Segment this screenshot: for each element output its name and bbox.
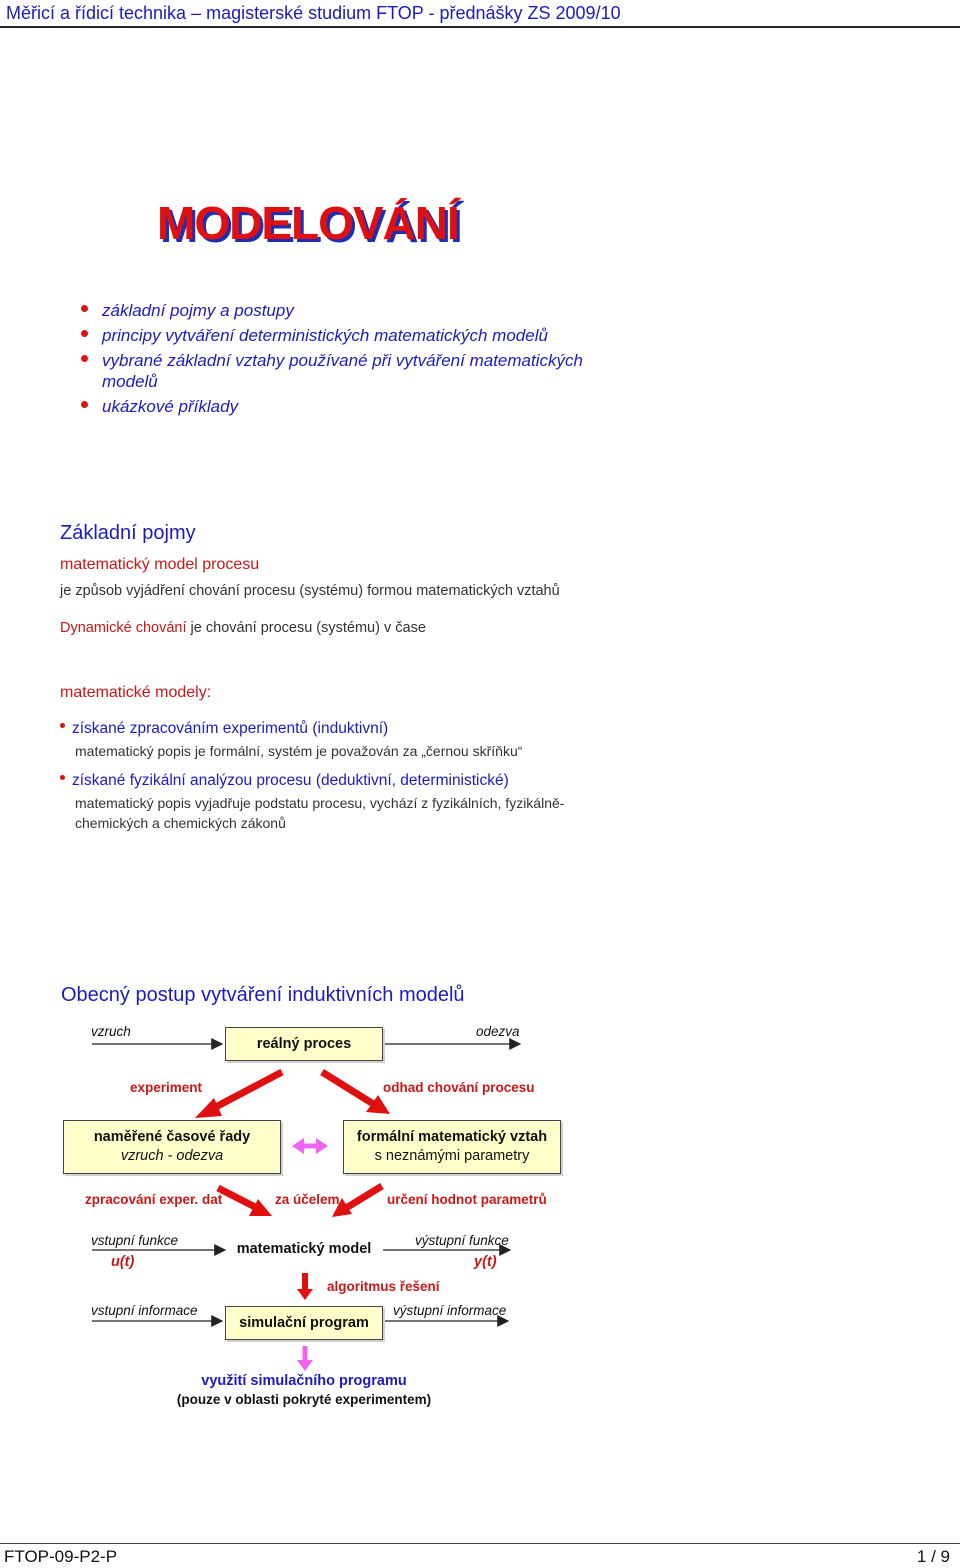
dynamic-label: Dynamické chování <box>60 620 187 636</box>
real-process-box: reálný proces <box>225 1027 383 1061</box>
arrow-algorithm <box>297 1273 313 1300</box>
bullet-icon <box>81 355 88 362</box>
simulation-program-box: simulační program <box>225 1306 383 1340</box>
model-type-inductive-desc: matematický popis je formální, systém je považován za „černou skříňku“ <box>75 743 523 759</box>
processing-label: zpracování exper. dat <box>85 1192 223 1207</box>
bullet-icon <box>81 305 88 312</box>
topic-list <box>78 300 598 421</box>
output-function-label: výstupní funkce <box>415 1233 509 1248</box>
flow-arrows <box>0 1010 960 1430</box>
model-label: matematický model procesu <box>60 556 260 573</box>
dynamic-row <box>60 620 426 636</box>
arrow-processing <box>218 1188 272 1216</box>
dynamic-definition: je chování procesu (systému) v čase <box>186 620 426 636</box>
usage-line-2: (pouze v oblasti pokryté experimentem) <box>176 1392 432 1407</box>
estimate-label: odhad chování procesu <box>383 1080 535 1095</box>
input-info-label: vstupní informace <box>91 1303 198 1318</box>
experiment-label: experiment <box>130 1080 203 1095</box>
page-number: 1 / 9 <box>916 1547 950 1566</box>
input-function-label: vstupní funkce <box>91 1233 179 1248</box>
bullet-icon <box>81 401 88 408</box>
topic-item: vybrané základní vztahy používané při vytváření matematických modelů <box>78 350 598 392</box>
output-info-label: výstupní informace <box>393 1303 507 1318</box>
arrow-estimate <box>322 1072 390 1114</box>
topic-item: základní pojmy a postupy <box>78 300 598 321</box>
model-type-deductive-desc: matematický popis vyjadřuje podstatu procesu, vychází z fyzikálních, fyzikálně-chemických a chemických zákonů <box>75 795 565 831</box>
section-title-basics: Základní pojmy <box>60 522 196 544</box>
purpose-label: za účelem <box>275 1192 340 1207</box>
measured-series-box: naměřené časové řady vzruch - odezva <box>63 1120 281 1174</box>
formal-relation-box: formální matematický vztah s neznámými parametry <box>343 1120 561 1174</box>
header-divider <box>0 26 960 28</box>
input-symbol: u(t) <box>111 1254 135 1270</box>
model-definition: je způsob vyjádření chování procesu (systému) formou matematických vztahů <box>60 583 560 599</box>
double-arrow <box>292 1138 328 1154</box>
usage-line-1: využití simulačního programu <box>201 1373 407 1389</box>
flow-title: Obecný postup vytváření induktivních modelů <box>61 984 465 1006</box>
bullet-icon <box>60 723 65 728</box>
bullet-icon <box>60 775 65 780</box>
math-model-box: matematický model <box>226 1232 382 1266</box>
topic-item: ukázkové příklady <box>78 396 598 417</box>
arrow-experiment <box>195 1072 282 1118</box>
model-type-deductive: získané fyzikální analýzou procesu (deduktivní, deterministické) <box>60 772 509 790</box>
output-label: odezva <box>476 1024 520 1039</box>
models-label: matematické modely: <box>60 684 212 701</box>
footer-code: FTOP-09-P2-P <box>4 1547 118 1566</box>
main-title: MODELOVÁNÍ <box>157 197 459 249</box>
arrow-usage <box>297 1346 313 1371</box>
output-symbol: y(t) <box>474 1254 497 1270</box>
topic-item: principy vytváření deterministických matematických modelů <box>78 325 598 346</box>
header-title: Měřicí a řídicí technika – magisterské studium FTOP - přednášky ZS 2009/10 <box>6 3 621 23</box>
input-label: vzruch <box>91 1024 131 1039</box>
parameter-label: určení hodnot parametrů <box>387 1192 547 1207</box>
algorithm-label: algoritmus řešení <box>327 1279 440 1294</box>
footer-divider <box>0 1543 960 1544</box>
model-type-inductive: získané zpracováním experimentů (induktivní) <box>60 720 388 738</box>
bullet-icon <box>81 330 88 337</box>
